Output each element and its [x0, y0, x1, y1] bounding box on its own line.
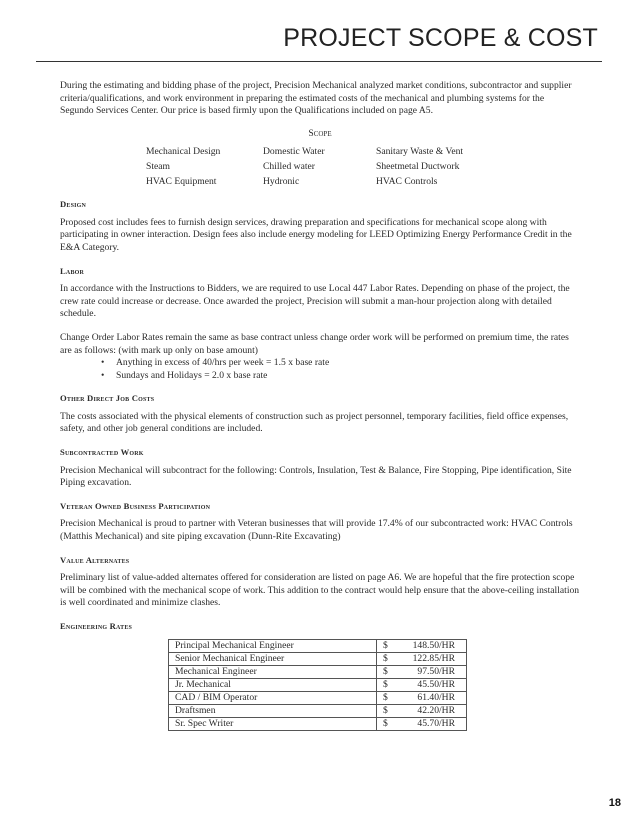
table-row — [169, 717, 467, 730]
currency-symbol: $ — [383, 652, 388, 664]
labor-heading: Labor — [60, 265, 85, 276]
scope-list — [146, 146, 580, 188]
value-alternates-paragraph: Preliminary list of value-added alternates offered for consideration are listed on page A6. We are hopeful that the fire protection scope will be combined with the mechanical scope of work. This addition to the contract would help ensure that the above-ceiling installation is well coordinated and minimize clashes. — [60, 572, 580, 609]
rate-cell — [377, 717, 467, 730]
role-cell: Principal Mechanical Engineer — [169, 639, 377, 652]
table-row — [169, 691, 467, 704]
rate-value: 148.50/HR — [412, 639, 455, 651]
labor-change-order-paragraph: Change Order Labor Rates remain the same as base contract unless change order work will be performed on premium time, the rates are as follows: (with mark up only on base amount) — [60, 331, 569, 356]
rate-value: 42.20/HR — [417, 704, 455, 716]
rate-value: 45.50/HR — [417, 678, 455, 690]
list-item: • Sundays and Holidays = 2.0 x base rate — [116, 370, 580, 383]
scope-item: Steam — [146, 160, 170, 172]
engineering-rates-heading: Engineering Rates — [60, 621, 133, 631]
list-item: • Anything in excess of 40/hrs per week = 1.5 x base rate — [116, 357, 580, 370]
role-cell: Mechanical Engineer — [169, 665, 377, 678]
labor-paragraph: In accordance with the Instructions to Bidders, we are required to use Local 447 Labor Rates. Depending on phase of the project, the crew rate could increase or decrease. Once awarded the project, Precision will submit a man-hour projection along with detailed schedule. — [60, 283, 570, 320]
rate-value: 122.85/HR — [412, 652, 455, 664]
rate-value: 97.50/HR — [417, 665, 455, 677]
currency-symbol: $ — [383, 717, 388, 729]
table-row — [169, 704, 467, 717]
veteran-heading: Veteran Owned Business Participation — [60, 500, 211, 511]
role-cell: CAD / BIM Operator — [169, 691, 377, 704]
currency-symbol: $ — [383, 704, 388, 716]
design-heading: Design — [60, 199, 87, 210]
currency-symbol: $ — [383, 678, 388, 690]
currency-symbol: $ — [383, 691, 388, 703]
subcontracted-heading: Subcontracted Work — [60, 447, 144, 458]
role-cell: Senior Mechanical Engineer — [169, 652, 377, 665]
page-title: PROJECT SCOPE & COST — [283, 24, 598, 52]
scope-heading: Scope — [308, 127, 332, 139]
currency-symbol: $ — [383, 639, 388, 651]
table-row — [169, 678, 467, 691]
scope-item: Domestic Water — [263, 146, 325, 158]
rate-cell — [377, 639, 467, 652]
rate-cell — [377, 678, 467, 691]
rate-cell — [377, 665, 467, 678]
other-direct-paragraph: The costs associated with the physical elements of construction such as project personnel, temporary facilities, field office expenses, safety, and other job general conditions are included. — [60, 410, 569, 435]
scope-item: Sanitary Waste & Vent — [376, 146, 464, 158]
rate-value: 45.70/HR — [417, 717, 455, 729]
table-row — [169, 639, 467, 652]
rate-cell — [377, 704, 467, 717]
role-cell: Jr. Mechanical — [169, 678, 377, 691]
currency-symbol: $ — [383, 665, 388, 677]
veteran-paragraph: Precision Mechanical is proud to partner with Veteran businesses that will provide 17.4% of our subcontracted work: HVAC Controls (Matthis Mechanical) and site piping excavation (Dunn-Rite Excavating) — [60, 518, 573, 543]
design-paragraph: Proposed cost includes fees to furnish design services, drawing preparation and specifications for mechanical scope along with participating in owner interaction. Design fees also include energy modeling for LEED Optimizing Energy Performance Credit in the E&A Category. — [60, 216, 572, 253]
scope-item: Mechanical Design — [146, 146, 221, 158]
rate-cell — [377, 652, 467, 665]
scope-item: Sheetmetal Ductwork — [376, 160, 460, 172]
labor-bullet-list — [60, 357, 580, 382]
rate-value: 61.40/HR — [417, 691, 455, 703]
title-divider — [36, 61, 602, 62]
other-direct-heading: Other Direct Job Costs — [60, 393, 155, 404]
scope-item: HVAC Controls — [376, 175, 438, 187]
role-cell: Sr. Spec Writer — [169, 717, 377, 730]
table-row — [169, 665, 467, 678]
role-cell: Draftsmen — [169, 704, 377, 717]
rate-cell — [377, 691, 467, 704]
page-number: 18 — [608, 797, 621, 809]
scope-item: Chilled water — [263, 160, 315, 172]
scope-item: Hydronic — [263, 175, 300, 187]
value-alternates-heading: Value Alternates — [60, 554, 130, 565]
table-row — [169, 652, 467, 665]
intro-paragraph: During the estimating and bidding phase of the project, Precision Mechanical analyzed market conditions, subcontractor and supplier criteria/qualifications, and work environment in preparing the estimated costs of the mechanical and plumbing systems for the Segundo Services Center. Our price is based firmly upon the Qualifications included on page A5. — [60, 80, 572, 117]
engineering-rates-table — [168, 639, 467, 731]
scope-item: HVAC Equipment — [146, 175, 217, 187]
document-body — [60, 80, 580, 731]
subcontracted-paragraph: Precision Mechanical will subcontract for the following: Controls, Insulation, Test & Balance, Fire Stopping, Pipe identification, Site Piping excavation. — [60, 464, 572, 489]
